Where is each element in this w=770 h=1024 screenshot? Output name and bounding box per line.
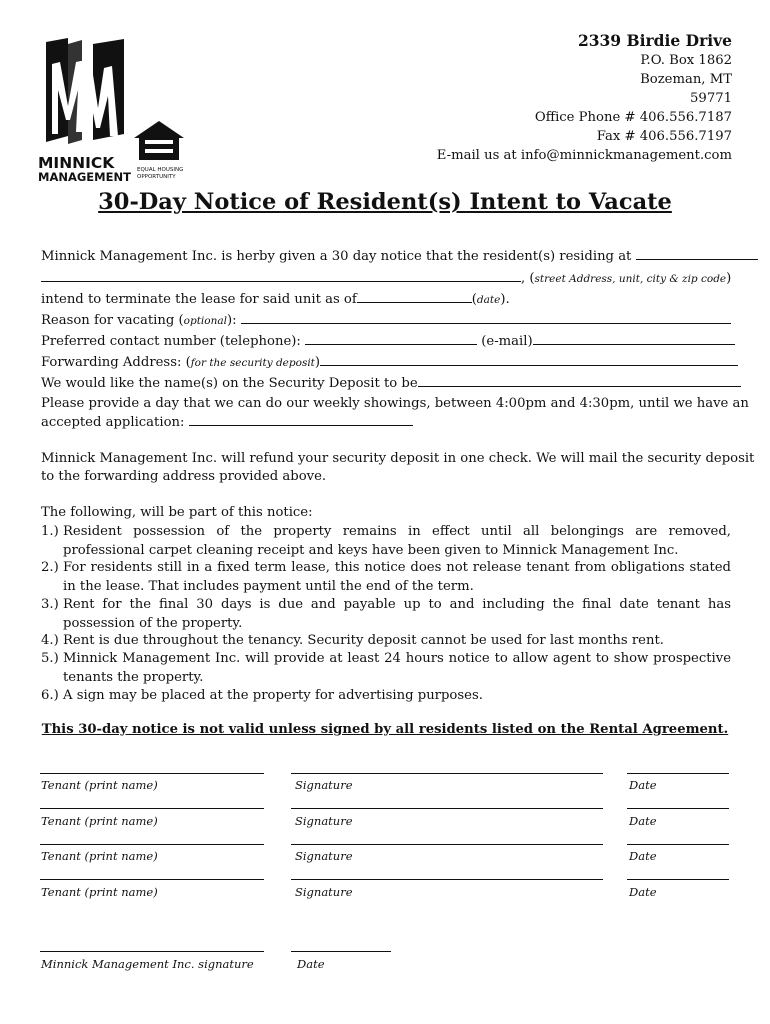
address-block (437, 30, 732, 165)
address-hint: street Address, unit, city & zip code (534, 273, 727, 285)
form-line-forwarding (41, 354, 731, 370)
form-line-deposit-name (41, 375, 731, 391)
management-signature-caption: Minnick Management Inc. signature (41, 957, 254, 971)
email-label: (e-mail) (481, 334, 533, 349)
equal-housing-line1: EQUAL HOUSING (137, 167, 184, 173)
zip-code: 59771 (690, 91, 732, 106)
street-address: 2339 Birdie Drive (577, 31, 732, 50)
contact-label: Preferred contact number (telephone): (41, 334, 301, 349)
date-caption: Date (629, 849, 657, 863)
list-item (41, 650, 731, 687)
reason-hint: optional (183, 315, 227, 327)
tenant-name-caption: Tenant (print name) (41, 814, 158, 828)
page-title: 30-Day Notice of Resident(s) Intent to Vacate (98, 189, 672, 215)
tenant-name-field[interactable] (40, 879, 264, 880)
item-number: 4.) (41, 633, 59, 648)
residing-label: Minnick Management Inc. is herby given a 30 day notice that the resident(s) residing at (41, 249, 632, 264)
tenant-name-caption: Tenant (print name) (41, 849, 158, 863)
form-line-contact (41, 333, 731, 349)
item-number: 1.) (41, 524, 59, 539)
signature-caption: Signature (295, 778, 353, 792)
street-address-field[interactable] (41, 270, 521, 282)
address-open: , ( (521, 271, 535, 286)
validity-notice: This 30-day notice is not valid unless signed by all residents listed on the Rental Agreement. (41, 722, 729, 737)
tenant-date-field[interactable] (627, 773, 729, 774)
date-close: ). (500, 292, 510, 307)
reason-label: Reason for vacating ( (41, 313, 184, 328)
application-label: accepted application: (41, 415, 185, 430)
signature-caption: Signature (295, 885, 353, 899)
item-text: Rent is due throughout the tenancy. Security deposit cannot be used for last months rent. (63, 633, 664, 648)
signature-caption: Signature (295, 849, 353, 863)
po-box: P.O. Box 1862 (640, 53, 732, 68)
refund-line2: to the forwarding address provided above. (41, 469, 327, 484)
fax-number: Fax # 406.556.7197 (596, 129, 732, 144)
date-open: ( (471, 292, 477, 307)
management-date-caption: Date (297, 957, 325, 971)
deposit-name-field[interactable] (418, 375, 741, 387)
terminate-label: intend to terminate the lease for said unit as of (41, 292, 357, 307)
email-address: E-mail us at info@minnickmanagement.com (436, 148, 732, 163)
date-caption: Date (629, 885, 657, 899)
tenant-date-field[interactable] (627, 808, 729, 809)
item-text: Minnick Management Inc. will provide at least 24 hours notice to allow agent to show prospective tenants the property. (63, 651, 731, 685)
list-item (41, 632, 731, 651)
forwarding-close: ) (314, 355, 321, 370)
refund-line1: Minnick Management Inc. will refund your security deposit in one check. We will mail the security deposit (41, 451, 755, 466)
tenant-date-field[interactable] (627, 844, 729, 845)
tenant-signature-field[interactable] (291, 773, 603, 774)
form-line-residing (41, 248, 731, 264)
list-item (41, 687, 731, 706)
logo-text-minnick: MINNICK (38, 154, 115, 172)
date-caption: Date (629, 778, 657, 792)
management-signature-field[interactable] (40, 951, 264, 952)
equal-housing-icon (134, 121, 184, 160)
signature-caption: Signature (295, 814, 353, 828)
tenant-signature-field[interactable] (291, 879, 603, 880)
tenant-name-field[interactable] (40, 808, 264, 809)
telephone-field[interactable] (305, 333, 477, 345)
form-line-showings (41, 396, 749, 411)
forwarding-label: Forwarding Address: ( (41, 355, 191, 370)
city-state: Bozeman, MT (640, 72, 732, 87)
showings-label: Please provide a day that we can do our weekly showings, between 4:00pm and 4:30pm, until we have an (41, 396, 749, 411)
form-line-terminate (41, 291, 731, 307)
list-item (41, 523, 731, 560)
item-text: A sign may be placed at the property for advertising purposes. (63, 688, 483, 703)
equal-housing-line2: OPPORTUNITY (137, 174, 176, 180)
deposit-name-label: We would like the name(s) on the Security Deposit to be (41, 376, 418, 391)
terms-intro: The following, will be part of this notice: (41, 505, 313, 520)
showing-day-field[interactable] (189, 414, 413, 426)
tenant-signature-field[interactable] (291, 844, 603, 845)
tenant-name-field[interactable] (40, 844, 264, 845)
item-text: Rent for the final 30 days is due and payable up to and including the final date tenant has possession of the property. (63, 597, 731, 631)
list-item (41, 559, 731, 596)
tenant-name-field[interactable] (40, 773, 264, 774)
tenant-date-field[interactable] (627, 879, 729, 880)
residing-address-field[interactable] (636, 248, 758, 260)
item-number: 6.) (41, 688, 59, 703)
terminate-date-field[interactable] (357, 291, 472, 303)
list-item (41, 596, 731, 633)
email-field[interactable] (533, 333, 735, 345)
form-line-address (41, 270, 731, 286)
tenant-name-caption: Tenant (print name) (41, 778, 158, 792)
office-phone: Office Phone # 406.556.7187 (534, 110, 732, 125)
logo-text-management: MANAGEMENT (38, 170, 131, 184)
company-logo (38, 36, 188, 184)
management-date-field[interactable] (291, 951, 391, 952)
minnick-logo-icon (38, 36, 188, 184)
reason-field[interactable] (241, 312, 731, 324)
reason-close: ): (226, 313, 237, 328)
forwarding-address-field[interactable] (320, 354, 738, 366)
forwarding-hint: for the security deposit (190, 357, 315, 369)
form-line-reason (41, 312, 731, 328)
tenant-name-caption: Tenant (print name) (41, 885, 158, 899)
item-text: Resident possession of the property remains in effect until all belongings are removed, professional carpet cleaning receipt and keys have been given to Minnick Management Inc. (63, 524, 731, 558)
tenant-signature-field[interactable] (291, 808, 603, 809)
date-caption: Date (629, 814, 657, 828)
item-text: For residents still in a fixed term lease, this notice does not release tenant from obligations stated in the lease. That includes payment until the end of the term. (63, 560, 731, 594)
item-number: 5.) (41, 651, 59, 666)
address-close: ) (726, 271, 732, 286)
date-hint: date (476, 294, 501, 306)
item-number: 3.) (41, 597, 59, 612)
item-number: 2.) (41, 560, 59, 575)
form-line-application (41, 414, 731, 430)
